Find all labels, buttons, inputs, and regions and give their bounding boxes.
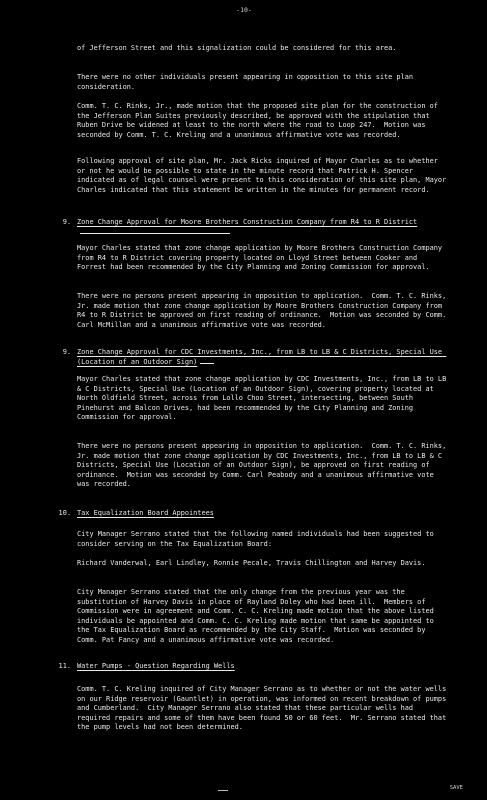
paragraph-site-plan-motion: Comm. T. C. Rinks, Jr., made motion that the proposed site plan for the construction of the Jefferson Plan Suites previously described, be approved with the stipulation that Ruben Drive be widened at least to the north where the road to Loop 247. Motion was seconded by Comm. T. C. Kreling and a unanimous affirmative vote was recorded.: [77, 102, 443, 139]
paragraph-cdc-zone-change: Mayor Charles stated that zone change application by CDC Investments, Inc., from LB to LB & C Districts, Special Use (Location of an Outdoor Sign), covering property located at North Oldfield Street, across from Lollo Choo Street, intersecting, between South Pinehurst and Balcon Drives, had been recommended by the City Planning and Zoning Commission for approval.: [77, 375, 451, 422]
item-title-text: Zone Change Approval for CDC Investments, Inc., from LB to LB & C Districts, Special Use (Location of an Outdoor Sign): [77, 348, 447, 366]
paragraph-moore-motion: There were no persons present appearing in opposition to application. Comm. T. C. Rinks, Jr. made motion that zone change application by Moore Brothers Construction Company from R4 to R District be approved on first reading of ordinance. Motion was seconded by Comm. Carl McMillan and a unanimous affirmative vote was recorded.: [77, 292, 451, 329]
item-title-text: Water Pumps - Question Regarding Wells: [77, 662, 235, 670]
item-number: 11.: [58, 662, 71, 670]
footer-mark: SAVE: [449, 785, 463, 792]
item-title-text: Tax Equalization Board Appointees: [77, 509, 214, 517]
item-title-text: Zone Change Approval for Moore Brothers Construction Company from R4 to R District: [77, 218, 418, 226]
page-footer: [0, 787, 487, 795]
title-rule: [200, 362, 214, 364]
item-number: 9.: [62, 218, 71, 226]
paragraph-tax-board-names: Richard Vanderwal, Earl Lindley, Ronnie Pecale, Travis Chillington and Harvey Davis.: [77, 559, 426, 567]
paragraph-tax-board-intro: City Manager Serrano stated that the following named individuals had been suggested to consider serving on the Tax Equalization Board:: [77, 530, 438, 548]
item-title: [77, 662, 449, 672]
page-number: -10-: [236, 6, 252, 14]
paragraph-water-wells: Comm. T. C. Kreling inquired of City Manager Serrano as to whether or not the water wells on our Ridge reservoir (Gauntlet) in operation, was informed on recent breakdown of pumps and Cumberland. City Manager Serrano also stated that these particular wells had required repairs and some of them have been found 50 or 60 feet. Mr. Serrano stated that the pump levels had not been determined.: [77, 685, 451, 732]
item-title: [77, 218, 449, 237]
item-number: 9.: [62, 348, 71, 356]
item-title: [77, 348, 449, 367]
title-rule: [80, 232, 230, 234]
item-number: 10.: [58, 509, 71, 517]
paragraph-tax-board-motion: City Manager Serrano stated that the only change from the previous year was the substitution of Harvey Davis in place of Rayland Doley who had been ill. Members of Commission were in agreement and Comm. C. C. Kreling made motion that the above listed individuals be appointed and Comm. C. C. Kreling made motion that same be appointed to the Tax Equalization Board as recommended by the City Staff. Motion was seconded by Comm. Pat Fancy and a unanimous affirmative vote was recorded.: [77, 588, 438, 644]
paragraph-no-opposition: There were no other individuals present appearing in opposition to this site plan consideration.: [77, 73, 418, 91]
paragraph-moore-zone-change: Mayor Charles stated that zone change application by Moore Brothers Construction Company from R4 to R District covering property located on Lloyd Street between Cooker and Forrest had been recommended by the City Planning and Zoning Commission for approval.: [77, 244, 447, 272]
paragraph-signalization: of Jefferson Street and this signalization could be considered for this area.: [77, 44, 397, 52]
paragraph-cdc-motion: There were no persons present appearing in opposition to application. Comm. T. C. Rinks, Jr. made motion that zone change application by CDC Investments, Inc., from LB to LB & C Districts, Special Use (Location of an Outdoor Sign), be approved on first reading of ordinance. Motion was seconded by Comm. Carl Peabody and a unanimous affirmative vote was recorded.: [77, 442, 451, 489]
paragraph-minutes-record: Following approval of site plan, Mr. Jack Ricks inquired of Mayor Charles as to whether or not he would be possible to state in the minute record that Patrick H. Spencer indicated as of legal counsel were present to this consideration of this site plan, Mayor Charles indicated that this statement be written in the minutes for permanent record.: [77, 157, 451, 194]
item-title: [77, 509, 449, 519]
footer-rule: [218, 790, 228, 791]
